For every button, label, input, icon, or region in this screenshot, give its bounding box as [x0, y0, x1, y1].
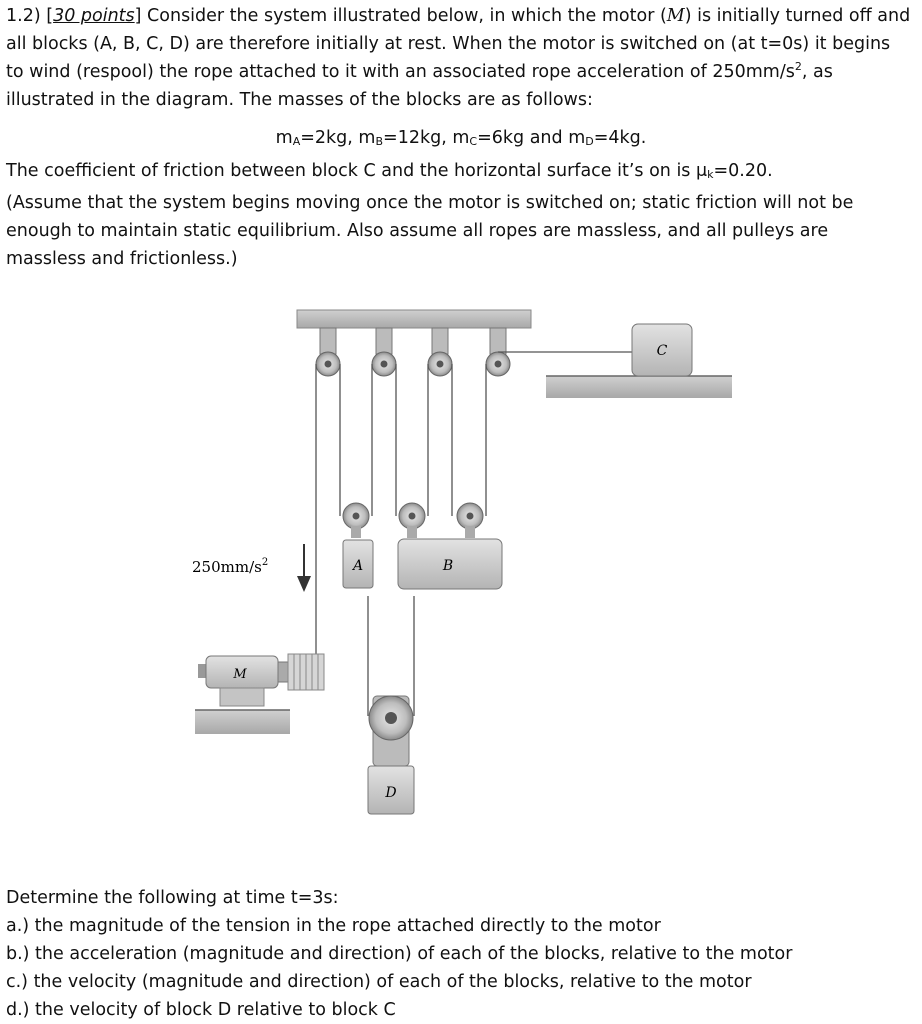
friction-text-2: =0.20. [713, 161, 773, 181]
intro-exponent: 2 [794, 60, 802, 73]
question-b: b.) the acceleration (magnitude and direction) of each of the blocks, relative to the motor [6, 944, 793, 964]
mass-b-sub: B [375, 135, 384, 148]
intro-text-2: ) is initially turned off and all blocks (A, B, C, D) are therefore initially at rest. When the motor is switched on (at t=0s) it begins to wind (respool) the rope attached to it with an associated rope acceleration of 250mm/s [6, 6, 911, 82]
mass-c-symbol: m [452, 128, 470, 148]
block-d [368, 766, 414, 814]
mass-c-sub: C [469, 135, 478, 148]
block-b-label: B [442, 558, 454, 574]
acceleration-value: 250mm/s [192, 558, 262, 576]
mass-list [0, 124, 922, 156]
pulley-d [369, 696, 413, 766]
motor [198, 654, 324, 706]
ceiling-beam [297, 310, 531, 328]
block-a-label: A [352, 558, 364, 574]
block-c [632, 324, 692, 376]
question-d: d.) the velocity of block D relative to block C [6, 1000, 396, 1020]
acceleration-label [192, 557, 268, 576]
mass-b-symbol: m [358, 128, 376, 148]
motor-base [195, 710, 290, 734]
mass-d-sub: D [585, 135, 594, 148]
hanging-pulleys [343, 503, 483, 538]
block-c-label: C [656, 343, 668, 359]
motor-symbol: M [666, 6, 685, 26]
questions [6, 884, 911, 1024]
problem-intro: 1.2) [30 points] Consider the system illustrated below, in which the motor (M) is initially turned off and all blocks (A, B, C, D) are therefore initially at rest. When the motor is switched on (at t=0s) it begins to wind (respool) the rope attached to it with an associated rope acceleration of $250mm/s^2$, as illustrated in the diagram. The masses of the blocks are as follows: [6, 6, 911, 110]
mass-b-value: =12kg, [383, 128, 453, 148]
intro-text-1: Consider the system illustrated below, in which the motor ( [147, 6, 667, 26]
mass-d-value: =4kg. [593, 128, 647, 148]
block-d-label: D [385, 785, 397, 801]
questions-intro: Determine the following at time t=3s: [6, 888, 339, 908]
question-c: c.) the velocity (magnitude and direction) of each of the blocks, relative to the motor [6, 972, 752, 992]
block-a [343, 540, 373, 588]
assumption-text: (Assume that the system begins moving once the motor is switched on; static friction will not be enough to maintain static equilibrium. Also assume all ropes are massless, and all pulleys are massless and frictionless.) [6, 193, 854, 269]
question-a: a.) the magnitude of the tension in the rope attached directly to the motor [6, 916, 661, 936]
block-b [398, 539, 502, 589]
friction-sub: k [707, 168, 714, 181]
problem-number: 1.2) [6, 6, 41, 26]
intro-text-3: , as illustrated in the diagram. The masses of the blocks are as follows: [6, 62, 833, 110]
mass-a-symbol: m [275, 128, 293, 148]
mass-a-value: =2kg, [300, 128, 359, 148]
acceleration-exponent: 2 [261, 557, 269, 568]
acceleration-arrow [297, 544, 311, 592]
pulley-diagram-svg [180, 296, 740, 836]
mass-c-value: =6kg and [477, 128, 569, 148]
points-label: 30 points [53, 6, 135, 26]
pulley-diagram [180, 296, 740, 836]
ceiling-pulleys [316, 328, 510, 376]
mass-d-symbol: m [568, 128, 586, 148]
mass-a-sub: A [292, 135, 301, 148]
friction-text-1: The coefficient of friction between block C and the horizontal surface it’s on is μ [6, 161, 708, 181]
motor-label: M [233, 667, 247, 682]
ground-c [546, 376, 732, 398]
friction-paragraph [6, 157, 911, 273]
